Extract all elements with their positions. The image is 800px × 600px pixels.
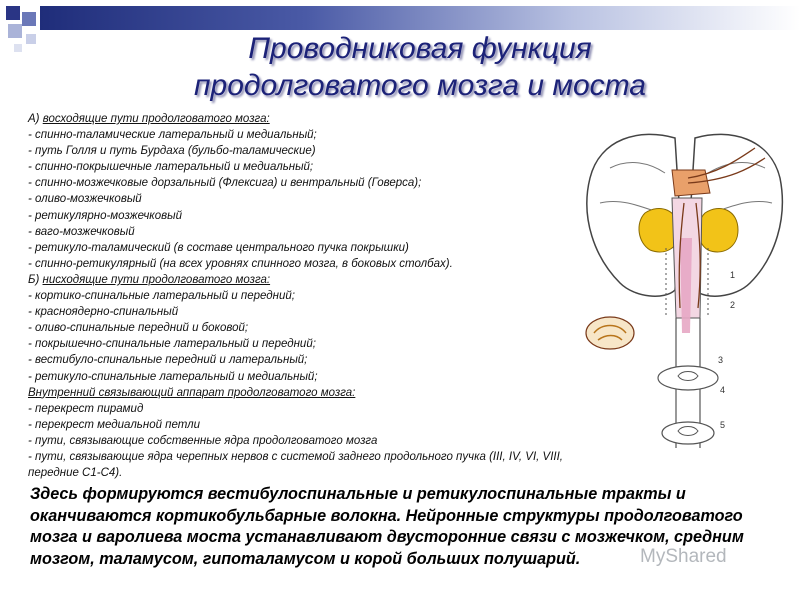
list-item: - оливо-мозжечковый [28,193,142,206]
list-item: - ретикулярно-мозжечковый [28,209,182,222]
section-c-heading: Внутренний связывающий аппарат продолговатого мозга: [28,386,356,399]
deco-square-1 [6,6,20,20]
diagram-label-3: 3 [718,355,724,365]
list-item: - красноядерно-спинальный [28,306,179,319]
list-item: - ретикуло-спинальные латеральный и медиальный; [28,370,318,383]
pathways-list [28,111,588,481]
section-b-heading: Б) нисходящие пути продолговатого мозга: [28,273,271,286]
list-item: - кортико-спинальные латеральный и передний; [28,290,295,303]
slide-title [120,30,720,104]
list-item: - путь Голля и путь Бурдаха (бульбо-таламические) [28,145,316,158]
list-item: - спинно-таламические латеральный и медиальный; [28,129,317,142]
list-item: - вестибуло-спинальные передний и латеральный; [28,354,308,367]
list-item: - перекрест медиальной петли [28,418,200,431]
cord-section-1 [658,366,718,390]
list-item: - пути, связывающие ядра черепных нервов с системой заднего продольного пучка (III, IV, VI, VIII, передние С1-С4). [28,450,563,480]
list-item: - спинно-покрышечные латеральный и медиальный; [28,161,314,174]
watermark: MyShared [640,546,727,567]
diagram-label-1: 1 [730,270,736,280]
list-item: - перекрест пирамид [28,402,144,415]
title-line-1: Проводниковая функция [248,32,592,65]
diagram-label-4: 4 [720,385,726,395]
header-gradient-bar [40,6,800,30]
inset-brain [586,317,634,349]
brain-pathways-diagram [580,118,790,468]
list-item: - спинно-мозжечковые дорзальный (Флексига) и вентральный (Говерса); [28,177,422,190]
cord-section-2 [662,422,714,444]
list-item: - пути, связывающие собственные ядра продолговатого мозга [28,434,378,447]
deco-square-3 [8,24,22,38]
diagram-label-2: 2 [730,300,736,310]
list-item: - покрышечно-спинальные латеральный и передний; [28,338,316,351]
cerebellum-right [698,208,738,251]
deco-square-4 [26,34,36,44]
list-item: - оливо-спинальные передний и боковой; [28,322,249,335]
deco-square-5 [14,44,22,52]
deco-square-2 [22,12,36,26]
list-item: - ретикуло-таламический (в составе центрального пучка покрышки) [28,241,409,254]
list-item: - ваго-мозжечковый [28,225,135,238]
list-item: - спинно-ретикулярный (на всех уровнях спинного мозга, в боковых столбах). [28,257,453,270]
summary-paragraph: Здесь формируются вестибулоспинальные и ретикулоспинальные тракты и оканчиваются кортикобульбарные волокна. Нейронные структуры продолговатого мозга и варолиева моста устанавливают двусторонние связи с мозжечком, средним мозгом, таламусом, гипоталамусом и корой больших полушарий. [30,485,744,568]
pyramidal-tract [680,238,692,333]
title-line-2: продолговатого мозга и моста [194,69,646,102]
section-a-heading: А) восходящие пути продолговатого мозга: [28,113,270,125]
diagram-label-5: 5 [720,420,726,430]
